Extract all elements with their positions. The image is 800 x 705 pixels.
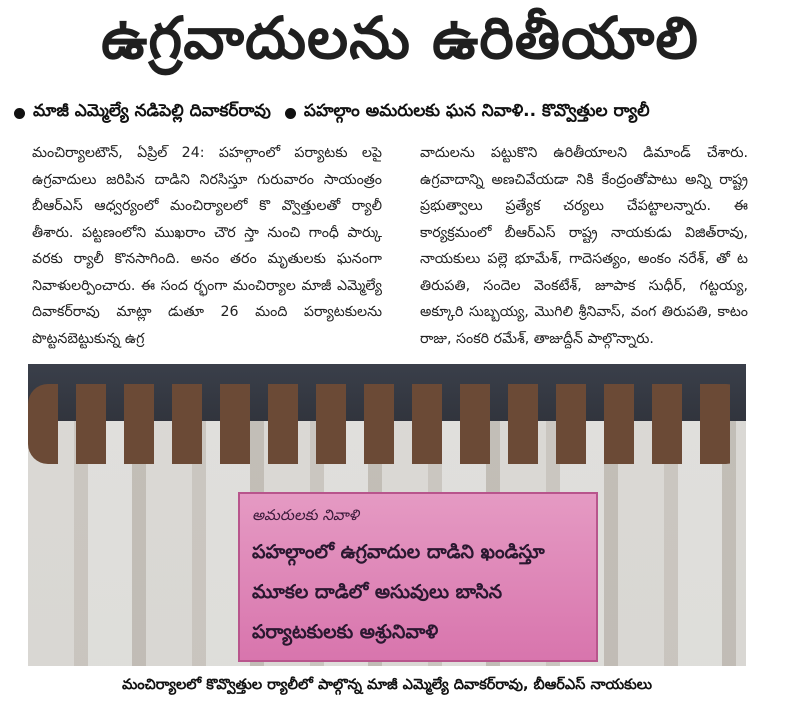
article-column-left	[28, 140, 394, 355]
subhead-1-text: మాజీ ఎమ్మెల్యే నడిపెల్లి దివాకర్‌రావు	[33, 101, 271, 121]
headline: ఉగ్రవాదులను ఉరితీయాలి	[101, 3, 699, 72]
banner-top-text: అమరులకు నివాళి	[252, 506, 359, 525]
rally-photo	[28, 364, 746, 666]
banner-line-3: పర్యాటకులకు అశ్రునివాళి	[252, 620, 439, 643]
subhead-2	[285, 101, 650, 125]
crowd-heads	[28, 384, 746, 464]
article-body	[28, 140, 760, 355]
article-left-text: మంచిర్యాలటౌన్, ఏప్రిల్ 24: పహల్గాంలో పర్యాటకు లపై ఉగ్రవాదులు జరిపిన దాడిని నిరసిస్తూ గురువారం సాయంత్రం బీఆర్ఎస్ ఆధ్వర్యంలో మంచిర్యాలలో కొ వ్వొత్తులతో ర్యాలీ తీశారు. పట్టణంలోని ముఖరాం చౌర స్తా నుంచి గాంధీ పార్కు వరకు ర్యాలీ కొనసాగింది. అనం తరం మృతులకు ఘనంగా నివాళులర్పించారు. ఈ సంద ర్భంగా మంచిర్యాల మాజీ ఎమ్మెల్యే దివాకర్‌రావు మాట్లా డుతూ 26 మంది పర్యాటకులను పొట్టనబెట్టుకున్న ఉగ్ర	[32, 145, 382, 347]
banner-line-2: మూకల దాడిలో అసువులు బాసిన	[252, 580, 503, 603]
article-column-right	[394, 140, 760, 355]
article-right-text: వాదులను పట్టుకొని ఉరితీయాలని డిమాండ్ చేశారు. ఉగ్రవాదాన్ని అణచివేయడా నికి కేంద్రంతోపాటు అన్ని రాష్ట్ర ప్రభుత్వాలు ప్రత్యేక చర్యలు చేపట్టాలన్నారు. ఈ కార్యక్రమంలో బీఆర్ఎస్ రాష్ట్ర నాయకుడు విజిత్‌రావు, నాయకులు పల్లె భూమేశ్, గాదెసత్యం, అంకం నరేశ్, తో ట తిరుపతి, సందెల వెంకటేశ్, జూపాక సుధీర్, గట్టయ్య, అక్కూరి సుబ్బయ్య, మొగిలి శ్రీనివాస్, వంగ తిరుపతి, కాటం రాజు, సంకరి రమేశ్, తాజుద్దీన్ పాల్గొన్నారు.	[420, 145, 748, 347]
banner-line-1: పహల్గాంలో ఉగ్రవాదుల దాడిని ఖండిస్తూ	[252, 541, 545, 564]
subheads	[14, 97, 790, 129]
subhead-1	[14, 101, 271, 125]
bullet-icon	[14, 108, 25, 119]
subhead-2-text: పహల్గాం అమరులకు ఘన నివాళి.. కొవ్వొత్తుల ర్యాలీ	[303, 101, 650, 121]
bullet-icon	[285, 108, 296, 119]
photo-caption: మంచిర్యాలలో కొవ్వొత్తుల ర్యాలీలో పాల్గొన్న మాజీ ఎమ్మెల్యే దివాకర్‌రావు, బీఆర్ఎస్ నాయకులు	[121, 677, 653, 693]
rally-banner	[238, 492, 598, 662]
